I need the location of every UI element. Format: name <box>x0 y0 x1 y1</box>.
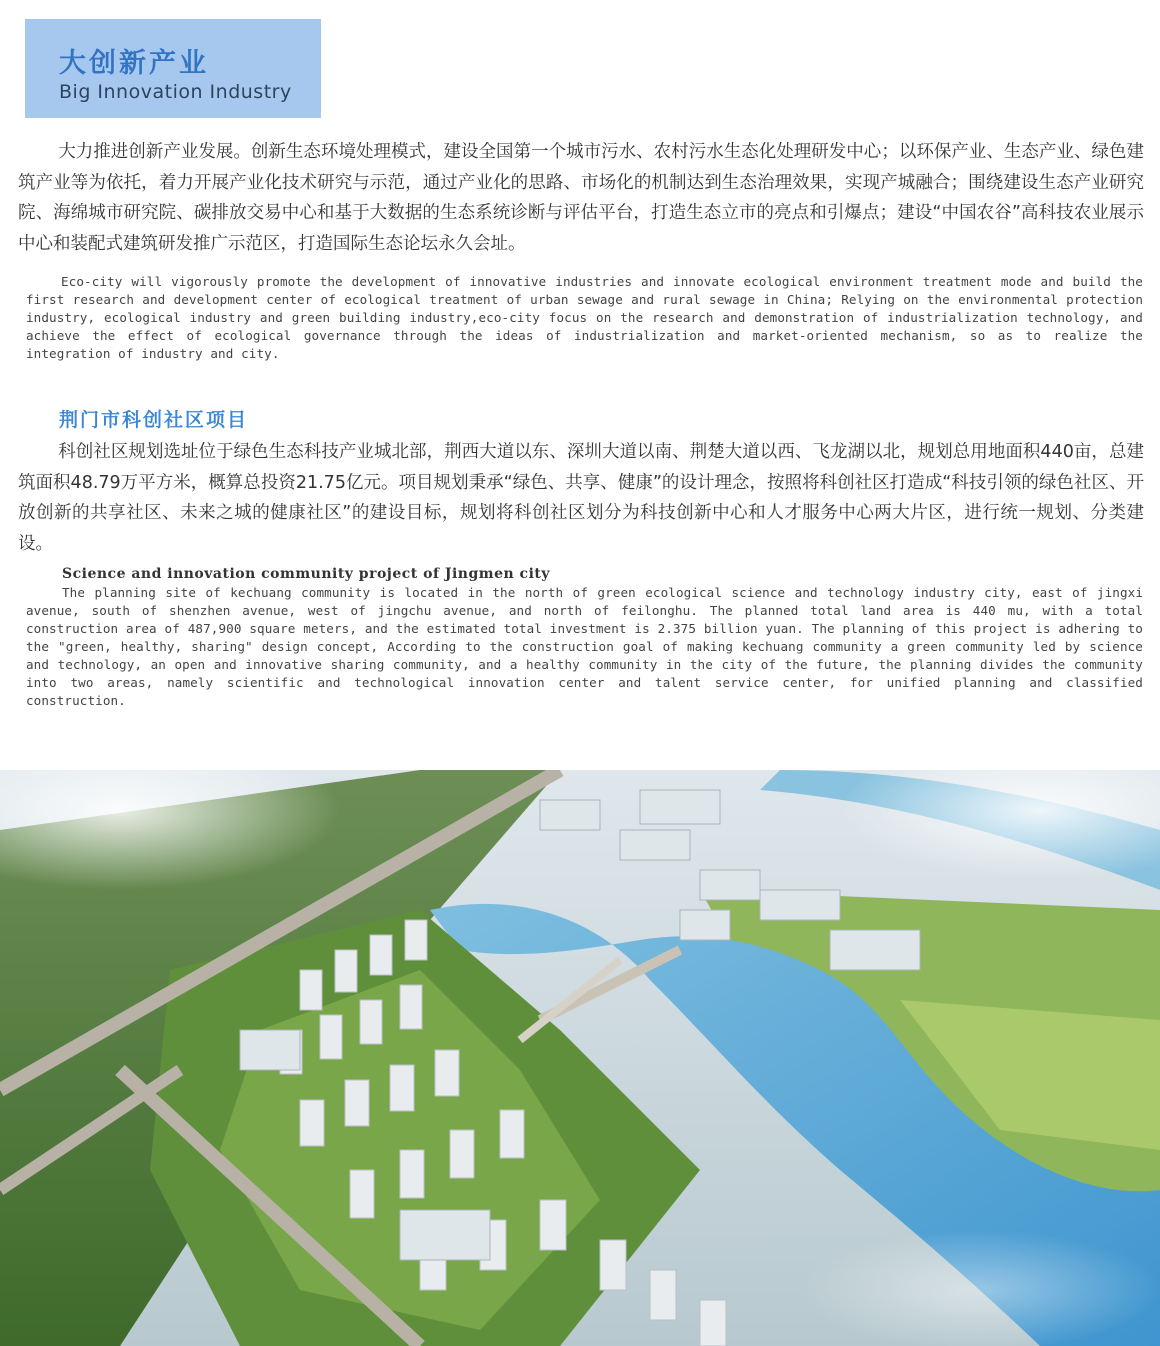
project-paragraph-en: The planning site of kechuang community is located in the north of green ecological science and technology industry city, east of jingxi avenue, south of shenzhen avenue, west of jingchu avenue, and north of feilonghu. The planned total land area is 440 mu, with a total construction area of 487,900 square meters, and the estimated total investment is 2.375 billion yuan. The planning of this project is adhering to the "green, healthy, sharing" design concept, According to the construction goal of making kechuang community a green community led by science and technology, an open and innovative sharing community, and a healthy community in the city of the future, the planning divides the community into two areas, namely scientific and technological innovation center and talent service center, for unified planning and classified construction. <box>26 585 1143 708</box>
project-title-zh: 荆门市科创社区项目 <box>59 409 249 431</box>
aerial-rendering-image <box>0 770 1160 1346</box>
project-paragraph-zh: 科创社区规划选址位于绿色生态科技产业城北部，荆西大道以东、深圳大道以南、荆楚大道以西、飞龙湖以北，规划总用地面积440亩，总建筑面积48.79万平方米，概算总投资21.75亿元。项目规划秉承“绿色、共享、健康”的设计理念，按照将科创社区打造成“科技引领的绿色社区、开放创新的共享社区、未来之城的健康社区”的建设目标，规划将科创社区划分为科技创新中心和人才服务中心两大片区，进行统一规划、分类建设。 <box>18 442 1144 554</box>
header-title-zh: 大创新产业 <box>59 48 209 79</box>
intro-paragraph-en: Eco-city will vigorously promote the development of innovative industries and innovate ecological environment treatment mode and build the first research and development center of ecological treatment of urban sewage and rural sewage in China; Relying on the environmental protection industry, ecological industry and green building industry,eco-city focus on the research and demonstration of industrialization technology, and achieve the effect of ecological governance through the ideas of industrialization and market-oriented mechanism, so as to realize the integration of industry and city. <box>26 274 1143 361</box>
project-title-en: Science and innovation community project of Jingmen city <box>62 566 550 582</box>
header-title-en: Big Innovation Industry <box>59 81 292 103</box>
section-header <box>25 19 321 118</box>
intro-paragraph-zh: 大力推进创新产业发展。创新生态环境处理模式，建设全国第一个城市污水、农村污水生态化处理研发中心；以环保产业、生态产业、绿色建筑产业等为依托，着力开展产业化技术研究与示范，通过产业化的思路、市场化的机制达到生态治理效果，实现产城融合；围绕建设生态产业研究院、海绵城市研究院、碳排放交易中心和基于大数据的生态系统诊断与评估平台，打造生态立市的亮点和引爆点；建设“中国农谷”高科技农业展示中心和装配式建筑研发推广示范区，打造国际生态论坛永久会址。 <box>18 142 1144 254</box>
